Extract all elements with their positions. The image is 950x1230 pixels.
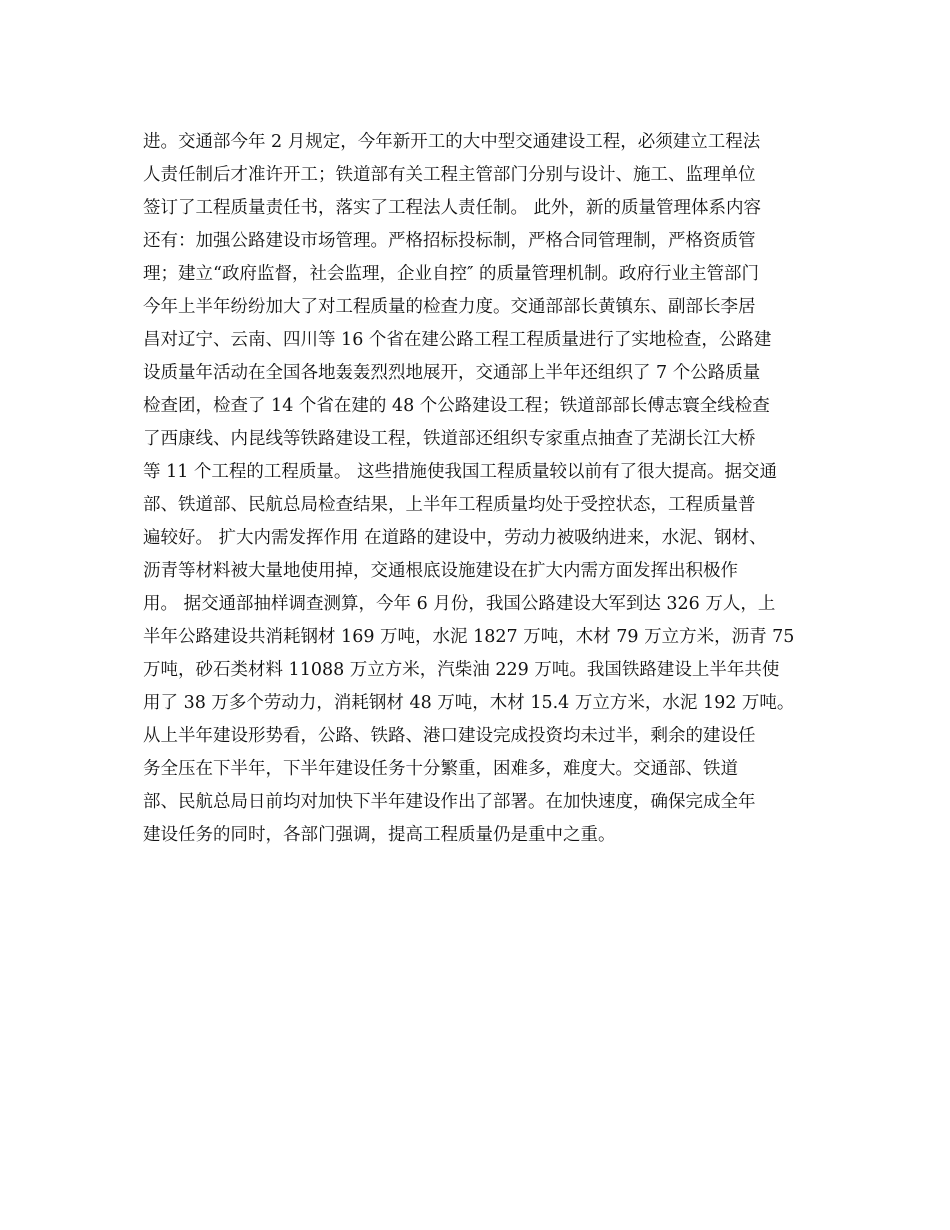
body-text	[143, 126, 823, 852]
text-line-4: 还有：加强公路建设市场管理。严格招标投标制，严格合同管理制，严格资质管	[143, 231, 756, 251]
text-line-13: 遍较好。 扩大内需发挥作用 在道路的建设中，劳动力被吸纳进来，水泥、钢材、	[143, 528, 767, 548]
text-line-11: 等 11 个工程的工程质量。 这些措施使我国工程质量较以前有了很大提高。据交通	[143, 462, 777, 482]
text-line-22: 建设任务的同时，各部门强调，提高工程质量仍是重中之重。	[143, 825, 616, 845]
text-line-14: 沥青等材料被大量地使用掉，交通根底设施建设在扩大内需方面发挥出积极作	[143, 561, 738, 581]
text-line-6: 今年上半年纷纷加大了对工程质量的检查力度。交通部部长黄镇东、副部长李居	[143, 297, 756, 317]
text-line-12: 部、铁道部、民航总局检查结果，上半年工程质量均处于受控状态，工程质量普	[143, 495, 756, 515]
text-line-15: 用。 据交通部抽样调查测算，今年 6 月份，我国公路建设大军到达 326 万人，上	[143, 594, 776, 614]
text-line-17: 万吨，砂石类材料 11088 万立方米，汽柴油 229 万吨。我国铁路建设上半年共使	[143, 660, 780, 680]
text-line-9: 检查团，检查了 14 个省在建的 48 个公路建设工程；铁道部部长傅志寰全线检查	[143, 396, 770, 416]
text-line-3: 签订了工程质量责任书，落实了工程法人责任制。 此外，新的质量管理体系内容	[143, 198, 762, 218]
text-line-20: 务全压在下半年，下半年建设任务十分繁重，困难多，难度大。交通部、铁道	[143, 759, 738, 779]
text-line-2: 人责任制后才准许开工；铁道部有关工程主管部门分别与设计、施工、监理单位	[143, 165, 756, 185]
text-line-16: 半年公路建设共消耗钢材 169 万吨，水泥 1827 万吨，木材 79 万立方米，沥青 75	[143, 627, 795, 647]
text-line-19: 从上半年建设形势看，公路、铁路、港口建设完成投资均未过半，剩余的建设任	[143, 726, 756, 746]
text-line-1: 进。交通部今年 2 月规定，今年新开工的大中型交通建设工程，必须建立工程法	[143, 132, 761, 152]
text-line-18: 用了 38 万多个劳动力，消耗钢材 48 万吨，木材 15.4 万立方米，水泥 192 万吨。	[143, 693, 795, 713]
text-line-10: 了西康线、内昆线等铁路建设工程，铁道部还组织专家重点抽查了芜湖长江大桥	[143, 429, 756, 449]
text-line-5: 理；建立“政府监督，社会监理，企业自控″ 的质量管理机制。政府行业主管部门	[143, 264, 760, 284]
text-line-21: 部、民航总局日前均对加快下半年建设作出了部署。在加快速度，确保完成全年	[143, 792, 756, 812]
text-line-7: 昌对辽宁、云南、四川等 16 个省在建公路工程工程质量进行了实地检查，公路建	[143, 330, 772, 350]
text-line-8: 设质量年活动在全国各地轰轰烈烈地展开，交通部上半年还组织了 7 个公路质量	[143, 363, 761, 383]
